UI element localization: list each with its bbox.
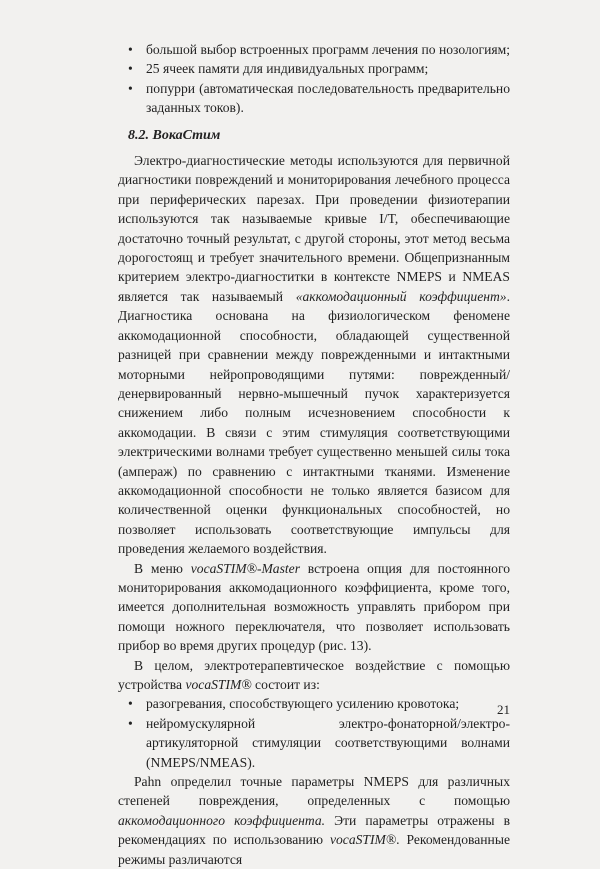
- section-title: 8.2. ВокаСтим: [128, 127, 221, 143]
- bullet-icon: •: [128, 715, 133, 731]
- list-item: • разогревания, способствующего усилению кровотока;: [118, 694, 510, 713]
- term-accommodation-coefficient: «аккомодационный коэффициент»: [295, 288, 507, 304]
- list-item: • попурри (автоматическая последовательность предварительно заданных токов).: [128, 80, 510, 116]
- paragraph-menu: В меню vocaSTIM®-Master встроена опция для постоянного мониторирования аккомодационного коэффициента, кроме того, имеется дополнительная возможность управлять прибором при помощи ножного переключателя, что позволяет использовать прибор во время других процедур (рис. 13).: [118, 560, 510, 654]
- feature-list: [118, 40, 510, 118]
- page-number: 21: [497, 702, 510, 717]
- device-name: vocaSTIM®: [329, 832, 397, 848]
- paragraph-therapy: В целом, электротерапевтическое воздействие с помощью устройства vocaSTIM® состоит из:: [118, 657, 510, 692]
- page-content: [118, 40, 510, 869]
- term-accommodation-coefficient: аккомодационного коэффициента.: [118, 812, 326, 828]
- device-name: vocaSTIM®: [185, 677, 252, 692]
- list-item: • 25 ячеек памяти для индивидуальных программ;: [118, 59, 510, 78]
- list-item: • нейромускулярной электро-фонаторной/электро-артикуляторной стимуляции соответствующими волнами (NMEPS/NMEAS).: [128, 715, 510, 770]
- bullet-icon: •: [128, 42, 133, 57]
- list-item: • большой выбор встроенных программ лечения по нозологиям;: [118, 40, 510, 59]
- bullet-icon: •: [128, 80, 133, 96]
- bullet-icon: •: [128, 61, 133, 77]
- paragraph-pahn: Pahn определил точные параметры NMEPS для различных степеней повреждения, определенных с помощью аккомодационного коэффициента. Эти параметры отражены в рекомендациях по использованию vocaSTIM®. Рекомендованные режимы различаются: [118, 774, 510, 867]
- paragraph-diagnostics: Электро-диагностические методы используются для первичной диагностики повреждений и мониторирования лечебного процесса при периферических парезах. При проведении физиотерапии используются так называемые кривые I/T, обеспечивающие достаточно точный результат, с другой стороны, этот метод весьма дорогостоящ и требует значительного времени. Общепризнанным критерием электро-диагноститки в контексте NMEPS и NMEAS является так называемый «аккомодационный коэффициент». Диагностика основана на физиологическом феномене аккомодационной способности, обладающей существенной разницей при сравнении между поврежденными и интактными моторными нейропроводящими путями: поврежденный/денервированный нервно-мышечный пучок характеризуется снижением либо полным исчезновением способности к аккомодации. В связи с этим стимуляция соответствующими электрическими волнами требует существенно меньшей силы тока (ампераж) по сравнению с интактными тканями. Изменение аккомодационной способности не только является базисом для количественной оценки функциональных способностей, но позволяет использовать соответствующие импульсы для проведения желаемого воздействия.: [118, 153, 510, 557]
- device-name: vocaSTIM®-Master: [190, 560, 300, 576]
- bullet-icon: •: [128, 696, 133, 712]
- therapy-list: [118, 694, 510, 772]
